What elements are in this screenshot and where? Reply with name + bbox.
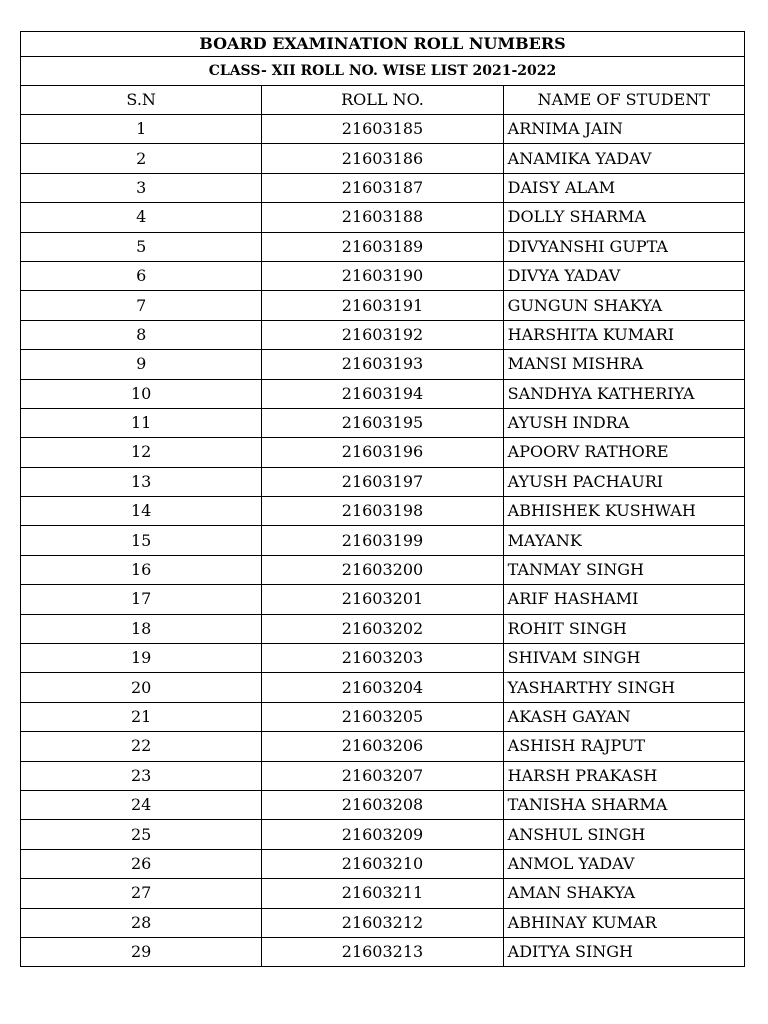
table-row — [21, 761, 745, 790]
cell-roll-no: 21603194 — [262, 379, 503, 408]
cell-roll-no: 21603201 — [262, 585, 503, 614]
column-header-roll-no: ROLL NO. — [262, 86, 503, 115]
cell-student-name: SHIVAM SINGH — [503, 644, 744, 673]
cell-sn: 2 — [21, 144, 262, 173]
cell-sn: 9 — [21, 350, 262, 379]
table-row — [21, 585, 745, 614]
cell-student-name: ADITYA SINGH — [503, 937, 744, 966]
cell-student-name: APOORV RATHORE — [503, 438, 744, 467]
cell-sn: 26 — [21, 849, 262, 878]
cell-roll-no: 21603186 — [262, 144, 503, 173]
cell-student-name: MAYANK — [503, 526, 744, 555]
cell-roll-no: 21603187 — [262, 173, 503, 202]
table-row — [21, 644, 745, 673]
cell-sn: 11 — [21, 408, 262, 437]
document-title: BOARD EXAMINATION ROLL NUMBERS — [21, 32, 745, 57]
cell-sn: 4 — [21, 203, 262, 232]
table-row — [21, 173, 745, 202]
column-header-sn: S.N — [21, 86, 262, 115]
cell-roll-no: 21603185 — [262, 115, 503, 144]
cell-roll-no: 21603189 — [262, 232, 503, 261]
table-row — [21, 732, 745, 761]
cell-sn: 7 — [21, 291, 262, 320]
cell-student-name: DIVYANSHI GUPTA — [503, 232, 744, 261]
table-row — [21, 790, 745, 819]
roll-number-sheet — [20, 31, 745, 967]
cell-student-name: ARIF HASHAMI — [503, 585, 744, 614]
cell-roll-no: 21603210 — [262, 849, 503, 878]
cell-sn: 24 — [21, 790, 262, 819]
table-row — [21, 555, 745, 584]
cell-student-name: ROHIT SINGH — [503, 614, 744, 643]
cell-sn: 1 — [21, 115, 262, 144]
table-row — [21, 438, 745, 467]
cell-roll-no: 21603206 — [262, 732, 503, 761]
table-row — [21, 408, 745, 437]
cell-roll-no: 21603211 — [262, 879, 503, 908]
cell-sn: 27 — [21, 879, 262, 908]
document-subtitle: CLASS- XII ROLL NO. WISE LIST 2021-2022 — [21, 57, 745, 86]
cell-sn: 6 — [21, 261, 262, 290]
cell-roll-no: 21603197 — [262, 467, 503, 496]
cell-student-name: ABHINAY KUMAR — [503, 908, 744, 937]
cell-student-name: ASHISH RAJPUT — [503, 732, 744, 761]
cell-roll-no: 21603195 — [262, 408, 503, 437]
cell-sn: 29 — [21, 937, 262, 966]
cell-student-name: GUNGUN SHAKYA — [503, 291, 744, 320]
cell-sn: 3 — [21, 173, 262, 202]
table-row — [21, 937, 745, 966]
cell-roll-no: 21603213 — [262, 937, 503, 966]
table-row — [21, 908, 745, 937]
cell-sn: 16 — [21, 555, 262, 584]
cell-sn: 19 — [21, 644, 262, 673]
cell-roll-no: 21603204 — [262, 673, 503, 702]
cell-roll-no: 21603212 — [262, 908, 503, 937]
cell-student-name: TANMAY SINGH — [503, 555, 744, 584]
cell-roll-no: 21603203 — [262, 644, 503, 673]
cell-student-name: SANDHYA KATHERIYA — [503, 379, 744, 408]
table-row — [21, 673, 745, 702]
cell-sn: 14 — [21, 497, 262, 526]
cell-roll-no: 21603196 — [262, 438, 503, 467]
cell-student-name: AKASH GAYAN — [503, 702, 744, 731]
cell-student-name: HARSH PRAKASH — [503, 761, 744, 790]
cell-student-name: ARNIMA JAIN — [503, 115, 744, 144]
cell-sn: 20 — [21, 673, 262, 702]
cell-roll-no: 21603199 — [262, 526, 503, 555]
cell-student-name: ANAMIKA YADAV — [503, 144, 744, 173]
table-row — [21, 849, 745, 878]
cell-student-name: YASHARTHY SINGH — [503, 673, 744, 702]
cell-roll-no: 21603198 — [262, 497, 503, 526]
cell-student-name: DIVYA YADAV — [503, 261, 744, 290]
cell-student-name: ANMOL YADAV — [503, 849, 744, 878]
cell-sn: 21 — [21, 702, 262, 731]
table-row — [21, 115, 745, 144]
table-row — [21, 497, 745, 526]
table-row — [21, 291, 745, 320]
cell-student-name: ABHISHEK KUSHWAH — [503, 497, 744, 526]
table-row — [21, 614, 745, 643]
column-header-row — [21, 86, 745, 115]
table-row — [21, 320, 745, 349]
cell-sn: 23 — [21, 761, 262, 790]
roll-number-table — [20, 31, 745, 967]
cell-student-name: DAISY ALAM — [503, 173, 744, 202]
cell-roll-no: 21603202 — [262, 614, 503, 643]
table-row — [21, 879, 745, 908]
cell-student-name: HARSHITA KUMARI — [503, 320, 744, 349]
cell-student-name: MANSI MISHRA — [503, 350, 744, 379]
table-row — [21, 379, 745, 408]
table-row — [21, 467, 745, 496]
cell-sn: 5 — [21, 232, 262, 261]
cell-sn: 8 — [21, 320, 262, 349]
cell-student-name: DOLLY SHARMA — [503, 203, 744, 232]
column-header-name: NAME OF STUDENT — [503, 86, 744, 115]
cell-sn: 28 — [21, 908, 262, 937]
cell-sn: 13 — [21, 467, 262, 496]
cell-roll-no: 21603188 — [262, 203, 503, 232]
cell-sn: 10 — [21, 379, 262, 408]
table-row — [21, 261, 745, 290]
cell-sn: 17 — [21, 585, 262, 614]
cell-sn: 15 — [21, 526, 262, 555]
cell-roll-no: 21603192 — [262, 320, 503, 349]
cell-sn: 25 — [21, 820, 262, 849]
table-row — [21, 526, 745, 555]
table-row — [21, 144, 745, 173]
cell-roll-no: 21603193 — [262, 350, 503, 379]
table-row — [21, 203, 745, 232]
cell-roll-no: 21603190 — [262, 261, 503, 290]
cell-roll-no: 21603209 — [262, 820, 503, 849]
table-body — [21, 115, 745, 967]
cell-roll-no: 21603208 — [262, 790, 503, 819]
cell-roll-no: 21603200 — [262, 555, 503, 584]
table-row — [21, 820, 745, 849]
cell-sn: 18 — [21, 614, 262, 643]
cell-student-name: ANSHUL SINGH — [503, 820, 744, 849]
cell-sn: 22 — [21, 732, 262, 761]
cell-student-name: AYUSH INDRA — [503, 408, 744, 437]
cell-student-name: AMAN SHAKYA — [503, 879, 744, 908]
cell-roll-no: 21603205 — [262, 702, 503, 731]
table-row — [21, 702, 745, 731]
cell-roll-no: 21603207 — [262, 761, 503, 790]
cell-student-name: AYUSH PACHAURI — [503, 467, 744, 496]
cell-roll-no: 21603191 — [262, 291, 503, 320]
table-row — [21, 232, 745, 261]
cell-sn: 12 — [21, 438, 262, 467]
cell-student-name: TANISHA SHARMA — [503, 790, 744, 819]
table-row — [21, 350, 745, 379]
